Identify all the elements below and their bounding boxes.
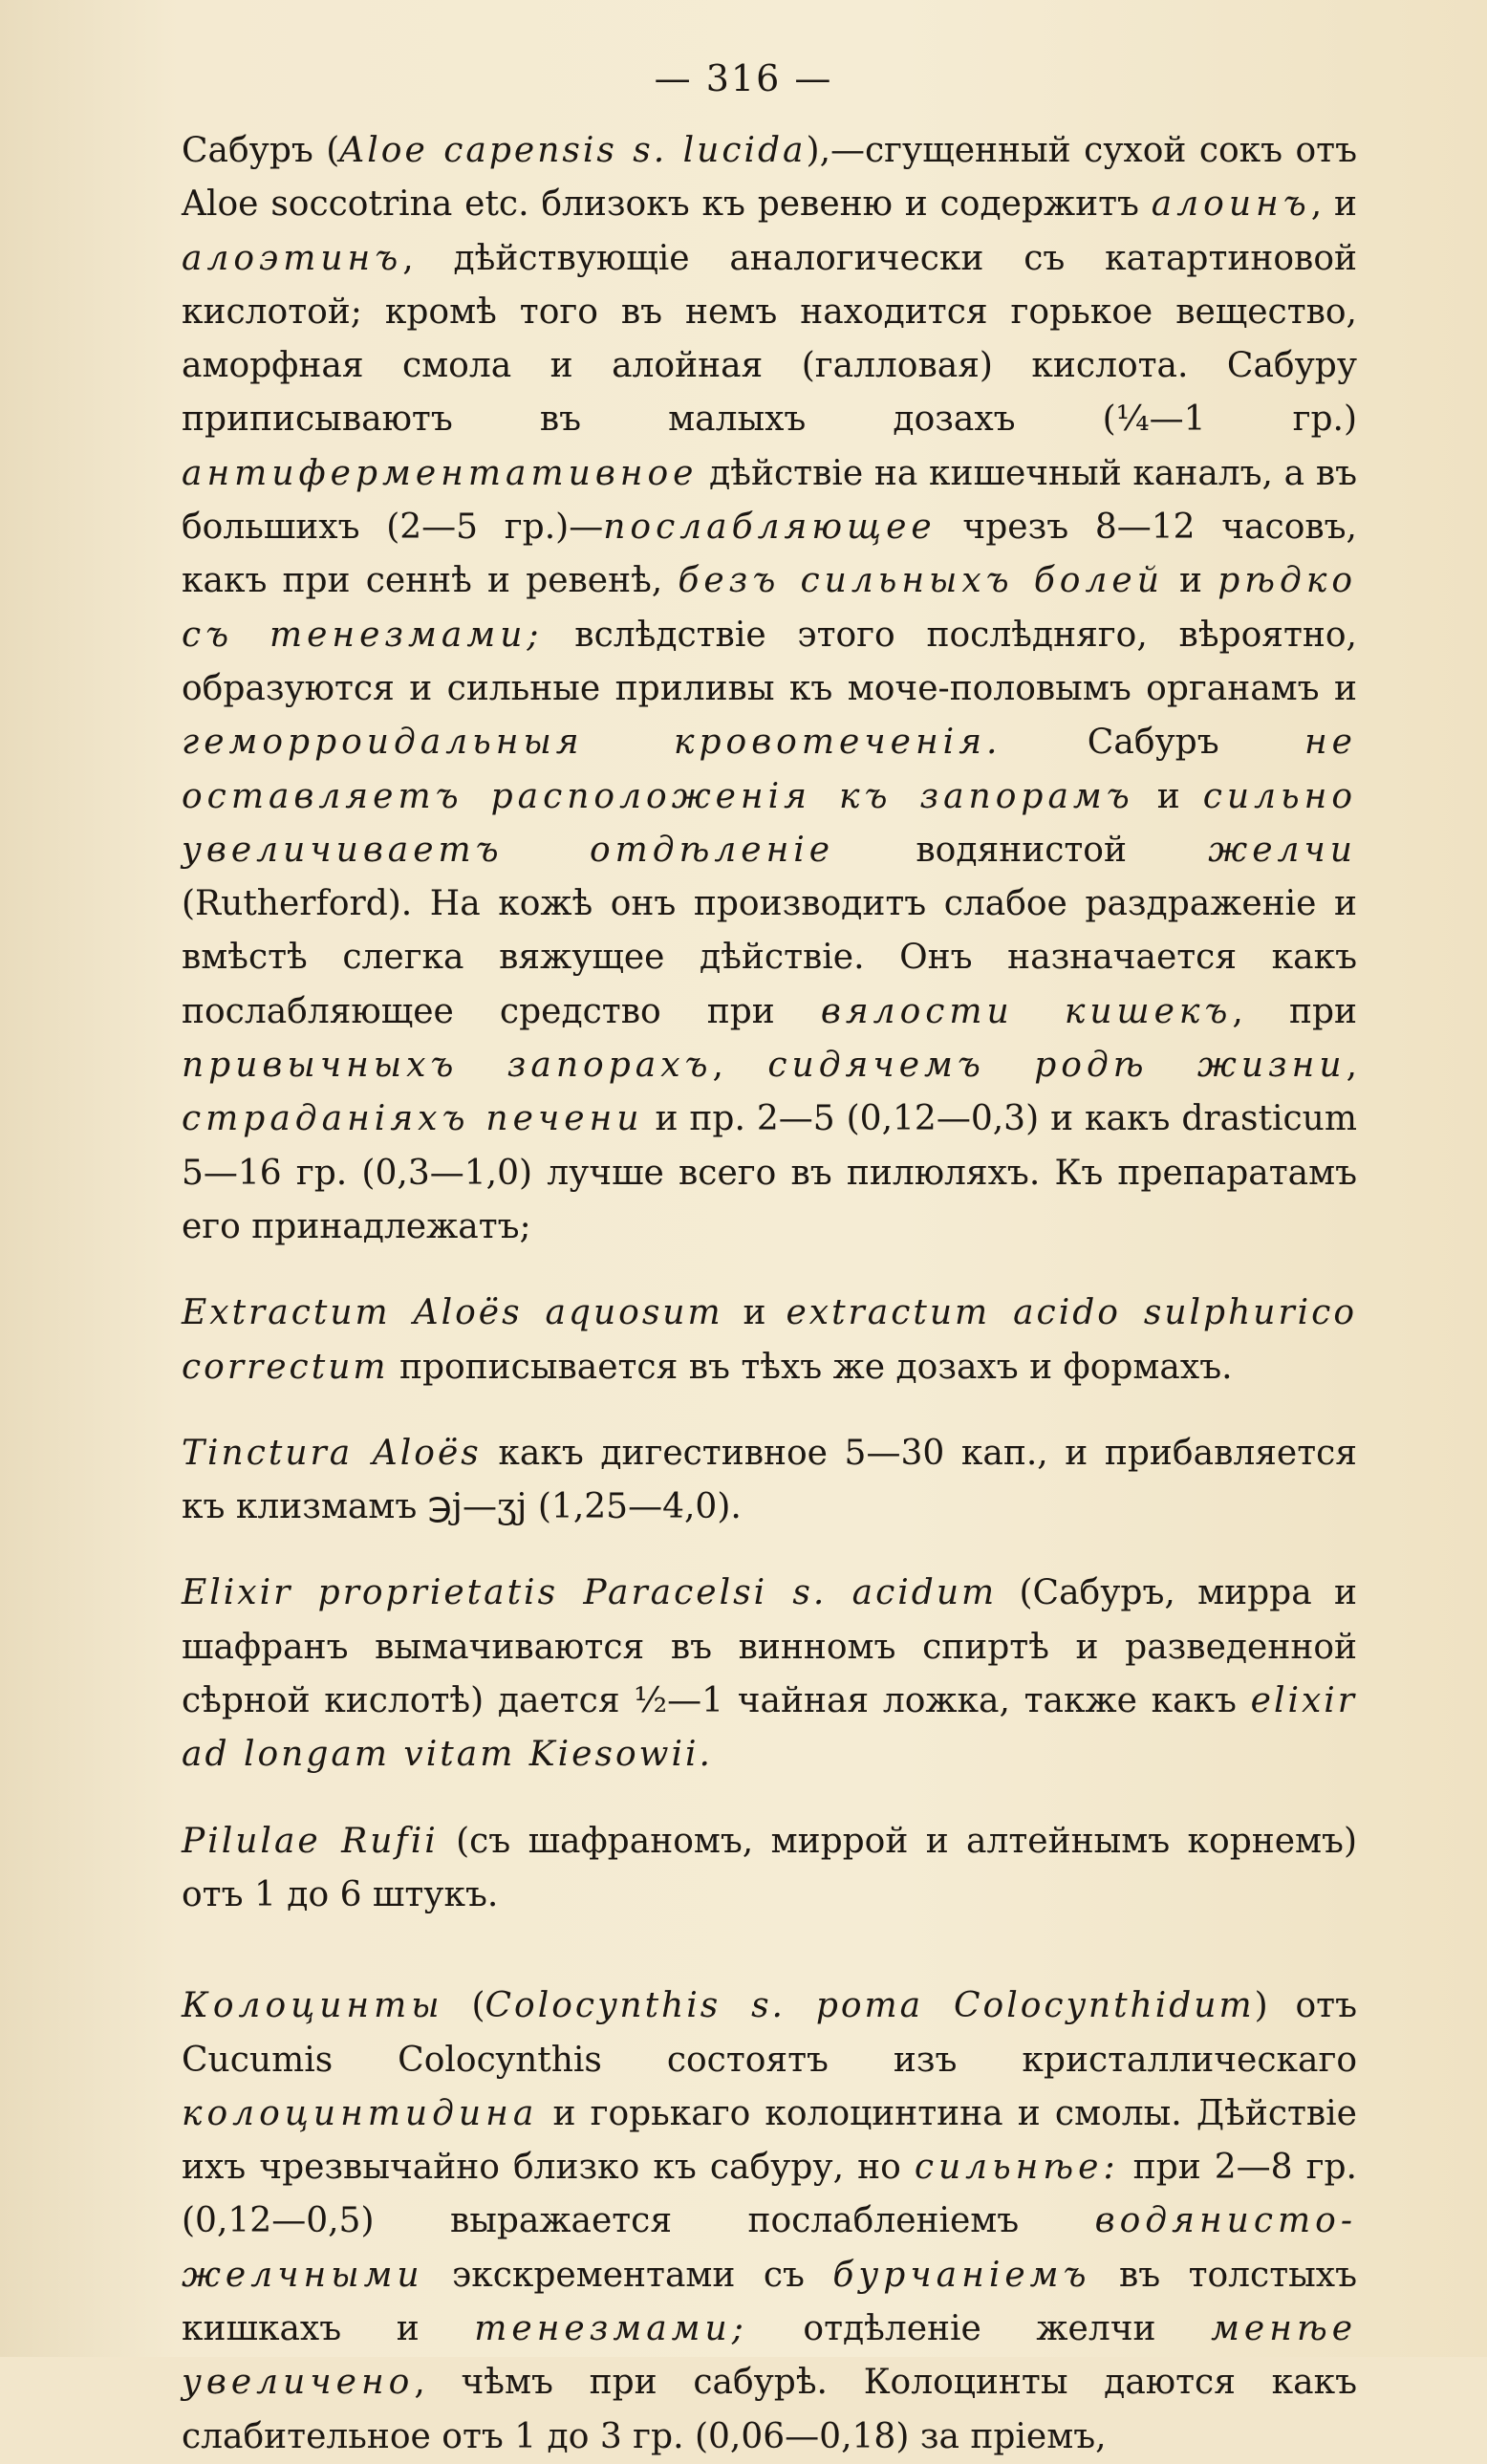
text-run: водянистой bbox=[834, 830, 1209, 870]
text-run: и пр. 2—5 (0,12—0,3) и какъ drasticum 5—16 гр. (0,3—1,0) лучше всего въ пилюляхъ. Къ препаратамъ его принадлежатъ; bbox=[182, 1099, 1357, 1246]
paragraph-elixir-paracelsi bbox=[182, 1567, 1357, 1782]
paragraph-pilulae-rufii bbox=[182, 1815, 1357, 1923]
text-run: ( bbox=[443, 1986, 485, 2026]
text-run: экскрементами съ bbox=[423, 2255, 833, 2295]
paragraph-tinctura-aloes bbox=[182, 1427, 1357, 1535]
text-run: , дѣйствующіе аналогически съ катартиновой кислотой; кромѣ того въ немъ находится горькое вещество, аморфная смола и алойная (галловая) кислота. Сабуру приписываютъ въ малыхъ дозахъ (¼—1 гр.) bbox=[182, 238, 1357, 440]
paragraph-saburu bbox=[182, 124, 1357, 1254]
emphasis-run: Aloe capensis s. lucida bbox=[339, 131, 807, 170]
emphasis-run: безъ сильныхъ болей bbox=[678, 561, 1164, 601]
emphasis-run: сидячемъ родѣ жизни bbox=[767, 1046, 1347, 1086]
emphasis-run: бурчаніемъ bbox=[832, 2255, 1091, 2295]
text-run: (Сабуръ, мирра и шафранъ вымачиваются въ винномъ спиртѣ и разведенной сѣрной кислотѣ) дается ½—1 чайная ложка, также какъ bbox=[182, 1573, 1357, 1721]
emphasis-run: Колоцинты bbox=[182, 1986, 444, 2026]
text-run: дѣйствіе на кишечный каналъ, а въ большихъ (2—5 гр.)— bbox=[182, 453, 1357, 548]
emphasis-run: elixir ad longam vitam Kiesowii. bbox=[182, 1681, 1357, 1775]
emphasis-run: Colocynthis s. poma Colocynthidum bbox=[485, 1986, 1255, 2026]
text-run: (Rutherford). На кожѣ онъ производитъ слабое раздраженіе и вмѣстѣ слегка вяжущее дѣйствіе. Онъ назначается какъ послабляющее средство при bbox=[182, 884, 1357, 1031]
emphasis-run: Elixir proprietatis Paracelsi s. acidum bbox=[182, 1573, 998, 1613]
paragraph-colocynthis bbox=[182, 1979, 1357, 2464]
emphasis-run: геморроидальныя кровотеченія. bbox=[182, 723, 1002, 763]
emphasis-run: Extractum Aloës aquosum bbox=[182, 1293, 723, 1333]
text-run: , при bbox=[1232, 991, 1357, 1031]
emphasis-run: алоэтинъ bbox=[182, 238, 403, 278]
emphasis-run: колоцинтидина bbox=[182, 2093, 539, 2133]
emphasis-run: послабляющее bbox=[603, 508, 937, 548]
emphasis-run: желчи bbox=[1208, 830, 1357, 870]
text-run: ),—сгущенный сухой сокъ отъ Aloe soccotrina etc. близокъ къ ревеню и содержитъ bbox=[182, 131, 1357, 225]
text-run: въ толстыхъ кишкахъ и bbox=[182, 2255, 1357, 2348]
page-body bbox=[182, 124, 1357, 2464]
text-run: , чѣмъ при сабурѣ. Колоцинты даются какъ слабительное отъ 1 до 3 гр. (0,06—0,18) за пріемъ, bbox=[182, 2363, 1357, 2456]
emphasis-run: сильнѣе: bbox=[914, 2148, 1120, 2188]
text-run: , и bbox=[1310, 184, 1357, 225]
text-run: , bbox=[712, 1046, 768, 1086]
emphasis-run: не оставляетъ расположенія къ запорамъ bbox=[182, 723, 1357, 816]
emphasis-run: Tinctura Aloës bbox=[182, 1433, 482, 1473]
text-run: и горькаго колоцинтина и смолы. Дѣйствіе ихъ чрезвычайно близко къ сабуру, но bbox=[182, 2093, 1357, 2188]
emphasis-run: Pilulae Rufii bbox=[182, 1821, 439, 1861]
text-run: (съ шафраномъ, миррой и алтейнымъ корнемъ) отъ 1 до 6 штукъ. bbox=[182, 1821, 1357, 1914]
text-run: и bbox=[722, 1293, 787, 1333]
text-run: ) отъ Cucumis Colocynthis состоятъ изъ кристаллическаго bbox=[182, 1986, 1357, 2080]
paragraph-extractum-aloes bbox=[182, 1286, 1357, 1394]
emphasis-run: extractum acido sulphurico correctum bbox=[182, 1293, 1358, 1387]
text-run: Сабуръ bbox=[1002, 723, 1304, 763]
text-run: какъ дигестивное 5—30 кап., и прибавляется къ клизмамъ ℈j—ʒj (1,25—4,0). bbox=[182, 1433, 1358, 1527]
text-run: и bbox=[1133, 776, 1203, 816]
emphasis-run: тенезмами; bbox=[474, 2308, 748, 2348]
emphasis-run: сильно увеличиваетъ отдѣленіе bbox=[182, 776, 1357, 870]
text-run: , bbox=[1346, 1046, 1358, 1086]
emphasis-run: алоинъ bbox=[1151, 184, 1311, 225]
text-run: отдѣленіе желчи bbox=[747, 2308, 1212, 2348]
emphasis-run: менѣе увеличено bbox=[182, 2308, 1358, 2403]
emphasis-run: антиферментативное bbox=[182, 453, 699, 493]
text-run: при 2—8 гр. (0,12—0,5) выражается послабленіемъ bbox=[182, 2148, 1357, 2241]
emphasis-run: страданіяхъ печени bbox=[182, 1099, 644, 1139]
emphasis-run: вялости кишекъ bbox=[820, 991, 1233, 1031]
emphasis-run: привычныхъ запорахъ bbox=[182, 1046, 713, 1086]
text-run: прописывается въ тѣхъ же дозахъ и формахъ. bbox=[388, 1347, 1233, 1387]
emphasis-run: водянисто-желчными bbox=[182, 2201, 1357, 2295]
emphasis-run: рѣдко съ тенезмами; bbox=[182, 561, 1357, 655]
text-run: вслѣдствіе этого послѣдняго, вѣроятно, образуются и сильные приливы къ моче-половымъ органамъ и bbox=[182, 615, 1357, 708]
text-run: и bbox=[1163, 561, 1218, 601]
page-number: — 316 — bbox=[654, 57, 833, 99]
text-run: чрезъ 8—12 часовъ, какъ при сеннѣ и ревенѣ, bbox=[182, 508, 1357, 601]
text-run: Сабуръ ( bbox=[182, 131, 340, 170]
